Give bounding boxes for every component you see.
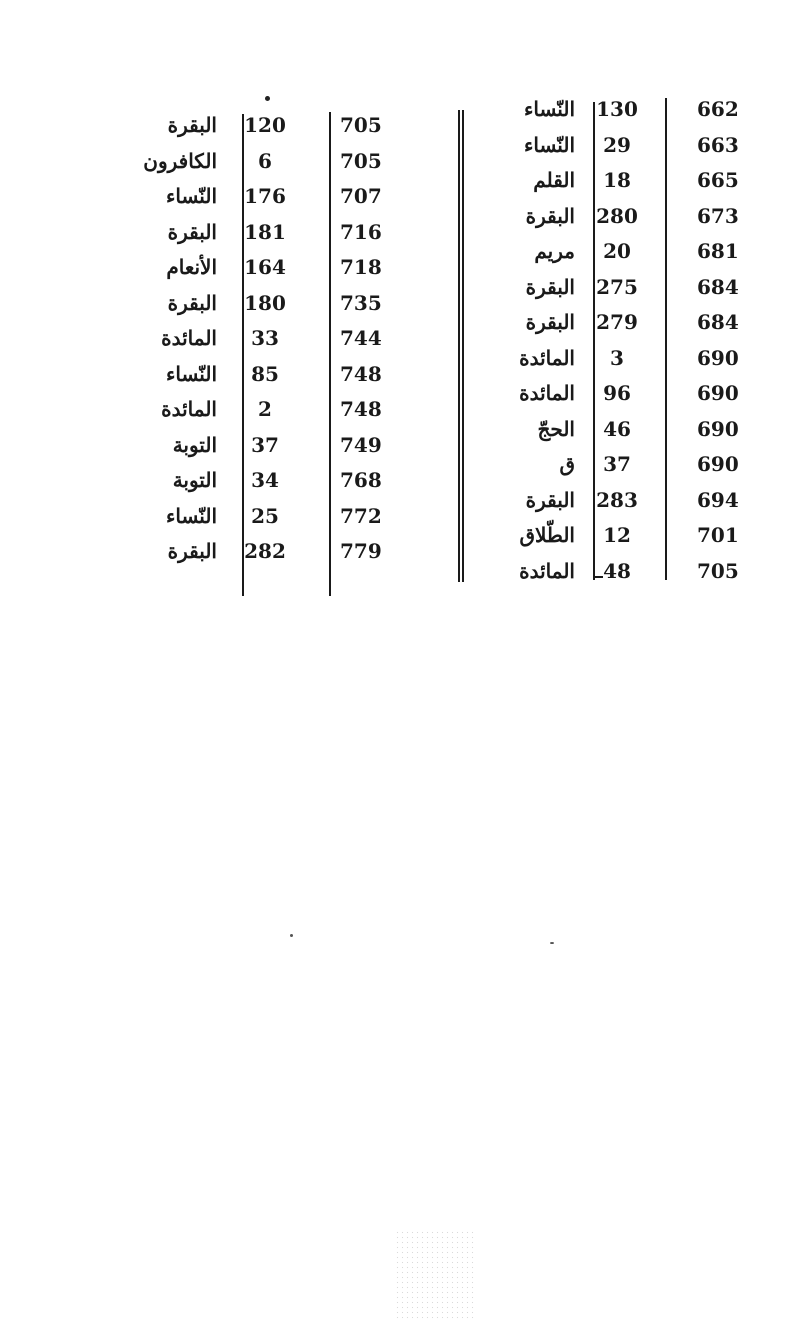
table-row xyxy=(135,250,420,286)
table-row xyxy=(505,447,770,483)
verse-number: 283 xyxy=(596,487,638,512)
table-row xyxy=(505,518,770,554)
page-number: 735 xyxy=(340,290,382,315)
scan-speck xyxy=(550,942,554,944)
page-number: 707 xyxy=(340,184,382,208)
table-row xyxy=(505,554,770,590)
page-number: 690 xyxy=(697,416,739,441)
surah-name: المائدة xyxy=(519,345,575,370)
surah-name: المائدة xyxy=(519,558,575,583)
verse-number: 46 xyxy=(603,416,631,441)
surah-name: المائدة xyxy=(161,397,217,421)
verse-number: 120 xyxy=(244,113,286,137)
surah-name: البقرة xyxy=(525,203,575,228)
table-row xyxy=(135,321,420,357)
page-number: 748 xyxy=(340,397,382,421)
column-divider xyxy=(242,114,244,596)
section-divider xyxy=(458,110,464,582)
surah-name: المائدة xyxy=(519,381,575,405)
surah-name: المائدة xyxy=(161,326,217,350)
page-number: 718 xyxy=(340,255,382,279)
verse-number: 6 xyxy=(258,148,272,173)
verse-number: 3 xyxy=(610,345,624,370)
verse-number: 34 xyxy=(251,468,279,492)
column-divider xyxy=(593,576,603,578)
verse-number: 282 xyxy=(244,539,286,563)
surah-name: النّساء xyxy=(523,132,575,157)
table-row xyxy=(135,179,420,215)
verse-number: 130 xyxy=(596,97,638,121)
table-row xyxy=(505,199,770,235)
page-number: 748 xyxy=(340,361,382,386)
page-number: 705 xyxy=(340,113,382,137)
surah-name: البقرة xyxy=(167,219,217,244)
surah-name: الكافرون xyxy=(143,148,217,173)
table-row xyxy=(135,357,420,393)
surah-name: مريم xyxy=(534,239,575,263)
verse-number: 280 xyxy=(596,203,638,228)
table-row xyxy=(505,270,770,306)
surah-name: القلم xyxy=(533,168,575,192)
page-number: 690 xyxy=(697,452,739,476)
table-row xyxy=(505,234,770,270)
scan-noise xyxy=(395,1230,475,1320)
page-number: 663 xyxy=(697,132,739,157)
surah-name: البقرة xyxy=(525,274,575,299)
surah-name: البقرة xyxy=(525,310,575,334)
surah-name: النّساء xyxy=(523,97,575,121)
surah-name: الحجّ xyxy=(537,416,575,441)
surah-name: البقرة xyxy=(167,290,217,315)
verse-number: 2 xyxy=(258,397,272,421)
table-row xyxy=(135,428,420,464)
page-number: 662 xyxy=(697,97,739,121)
surah-name: الأنعام xyxy=(166,255,217,279)
table-row xyxy=(505,341,770,377)
verse-number: 164 xyxy=(244,255,286,279)
table-row xyxy=(505,128,770,164)
verse-number: 18 xyxy=(603,168,631,192)
right-index-table xyxy=(505,92,770,589)
surah-name: ق xyxy=(559,452,575,476)
scan-speck xyxy=(265,96,270,101)
column-divider xyxy=(593,102,595,580)
table-row xyxy=(135,534,420,570)
page-number: 744 xyxy=(340,326,382,350)
verse-number: 29 xyxy=(603,132,631,157)
verse-number: 279 xyxy=(596,310,638,334)
verse-number: 180 xyxy=(244,290,286,315)
surah-name: البقرة xyxy=(167,113,217,137)
verse-number: 25 xyxy=(251,503,279,528)
verse-number: 33 xyxy=(251,326,279,350)
table-row xyxy=(135,144,420,180)
surah-name: النّساء xyxy=(165,503,217,528)
verse-number: 176 xyxy=(244,184,286,208)
surah-name: النّساء xyxy=(165,361,217,386)
table-row xyxy=(135,463,420,499)
table-row xyxy=(135,286,420,322)
verse-number: 20 xyxy=(603,239,631,263)
verse-number: 48 xyxy=(603,558,631,583)
page-number: 690 xyxy=(697,345,739,370)
column-divider xyxy=(329,112,331,596)
page-number: 701 xyxy=(697,523,739,547)
page-number: 684 xyxy=(697,310,739,334)
surah-name: التوبة xyxy=(172,468,217,492)
table-row xyxy=(135,499,420,535)
page-number: 684 xyxy=(697,274,739,299)
table-row xyxy=(505,305,770,341)
table-row xyxy=(505,92,770,128)
page-number: 705 xyxy=(697,558,739,583)
surah-name: النّساء xyxy=(165,184,217,208)
scan-speck xyxy=(290,934,293,937)
verse-number: 37 xyxy=(603,452,631,476)
surah-name: الطّلاق xyxy=(519,523,575,547)
table-row xyxy=(505,412,770,448)
verse-number: 37 xyxy=(251,432,279,457)
table-row xyxy=(505,376,770,412)
verse-number: 12 xyxy=(603,523,631,547)
page-number: 694 xyxy=(697,487,739,512)
page-number: 772 xyxy=(340,503,382,528)
verse-number: 85 xyxy=(251,361,279,386)
surah-name: التوبة xyxy=(172,432,217,457)
table-row xyxy=(135,392,420,428)
page-number: 749 xyxy=(340,432,382,457)
table-row xyxy=(135,108,420,144)
surah-name: البقرة xyxy=(525,487,575,512)
table-row xyxy=(505,163,770,199)
page-number: 779 xyxy=(340,539,382,563)
page-number: 681 xyxy=(697,239,739,263)
table-row xyxy=(135,215,420,251)
surah-name: البقرة xyxy=(167,539,217,563)
page-number: 673 xyxy=(697,203,739,228)
verse-number: 181 xyxy=(244,219,286,244)
page-number: 768 xyxy=(340,468,382,492)
left-index-table xyxy=(135,108,420,570)
page-number: 705 xyxy=(340,148,382,173)
page-number: 665 xyxy=(697,168,739,192)
verse-number: 275 xyxy=(596,274,638,299)
page-number: 690 xyxy=(697,381,739,405)
page-number: 716 xyxy=(340,219,382,244)
column-divider xyxy=(665,98,667,580)
verse-number: 96 xyxy=(603,381,631,405)
table-row xyxy=(505,483,770,519)
